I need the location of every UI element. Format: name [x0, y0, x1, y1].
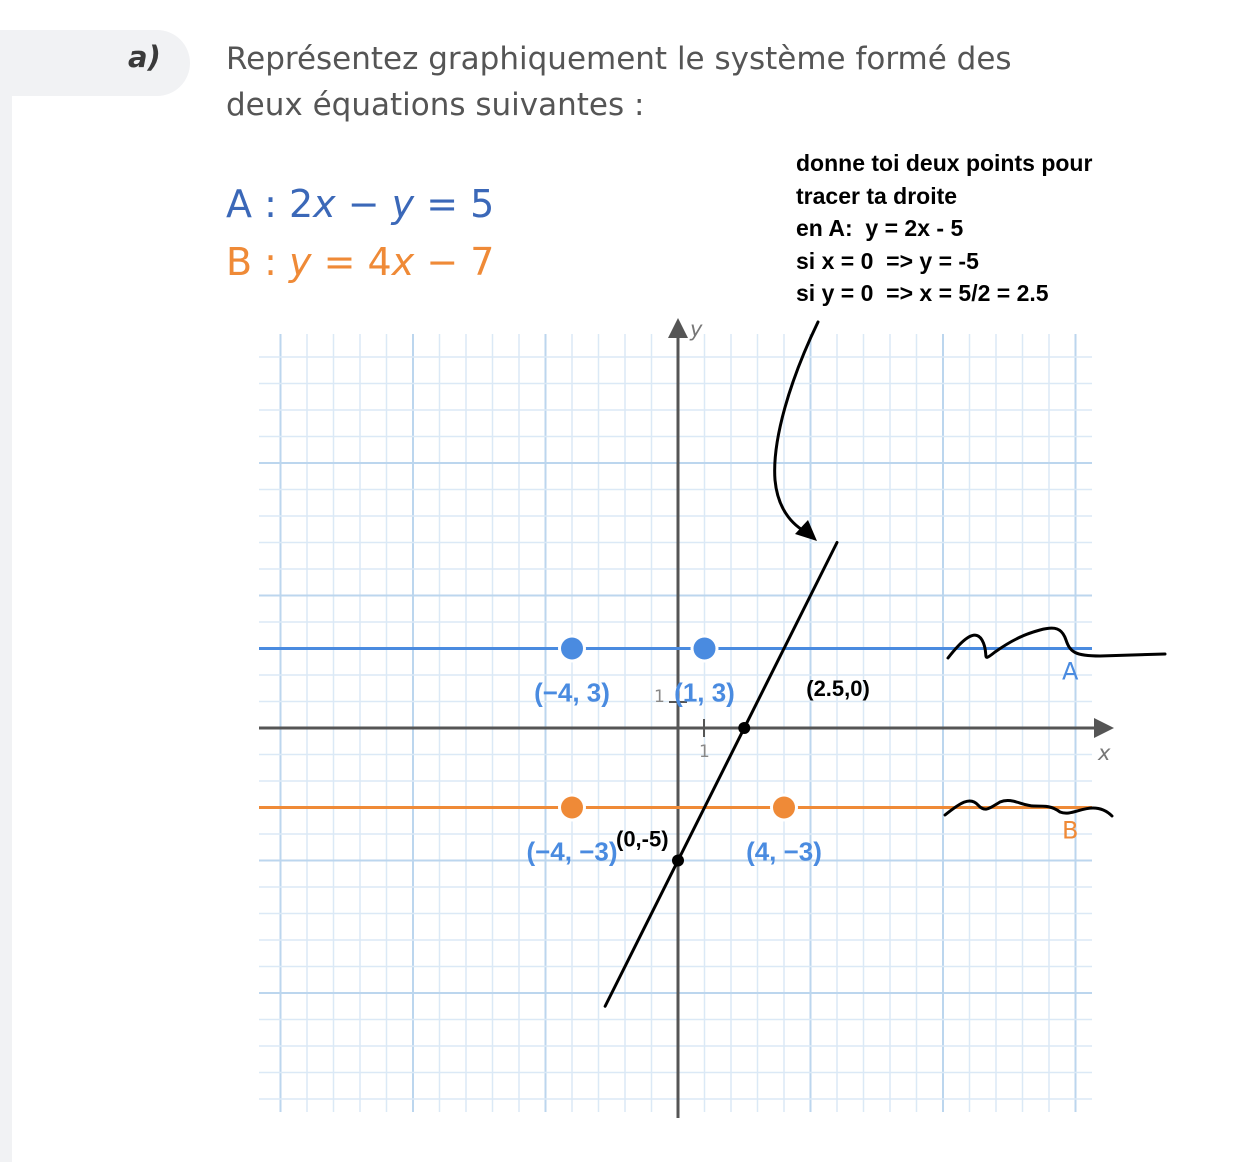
point-a[interactable] [561, 638, 583, 660]
series-name-b: B [1062, 816, 1079, 845]
question-letter: a) [128, 40, 161, 74]
grid [259, 334, 1092, 1112]
annotation-label: (2.5,0) [806, 676, 870, 701]
x-axis-label: x [1098, 741, 1111, 765]
note-line: tracer ta droite [796, 182, 958, 209]
hand-drawn-line [605, 543, 837, 1007]
y-tick-label: 1 [654, 687, 665, 707]
x-axis-arrow [1094, 718, 1114, 738]
squiggle-a [948, 628, 1165, 658]
series-name-a: A [1062, 657, 1079, 686]
equation-a: A : 2x − y = 5 [226, 182, 495, 226]
point-labels [526, 678, 821, 867]
question-line-1: Représentez graphiquement le système formé des [226, 41, 1012, 77]
question-line-2: deux équations suivantes : [226, 87, 645, 123]
point-a[interactable] [694, 638, 716, 660]
annotation-label: (0,-5) [616, 826, 669, 852]
hand-point [738, 722, 750, 734]
equation-b: B : y = 4x − 7 [226, 240, 495, 284]
note-line: en A: y = 2x - 5 [796, 215, 964, 241]
note-line: si y = 0 => x = 5/2 = 2.5 [796, 280, 1049, 306]
handwriting [605, 322, 1165, 1006]
hand-point [672, 855, 684, 867]
point-label: (4, −3) [746, 836, 822, 867]
point-label: (−4, −3) [526, 836, 618, 867]
note-line: si x = 0 => y = -5 [796, 247, 979, 274]
point-b[interactable] [773, 797, 795, 819]
point-label: (1, 3) [674, 677, 735, 708]
y-axis-label: y [690, 317, 703, 341]
x-tick-label: 1 [699, 742, 710, 762]
hand-arrow-curve [775, 322, 818, 535]
point-b[interactable] [561, 797, 583, 819]
hand-arrow-head [795, 520, 817, 541]
y-axis-arrow [668, 318, 688, 338]
note-line: donne toi deux points pour [796, 150, 1093, 176]
point-label: (−4, 3) [534, 677, 610, 708]
